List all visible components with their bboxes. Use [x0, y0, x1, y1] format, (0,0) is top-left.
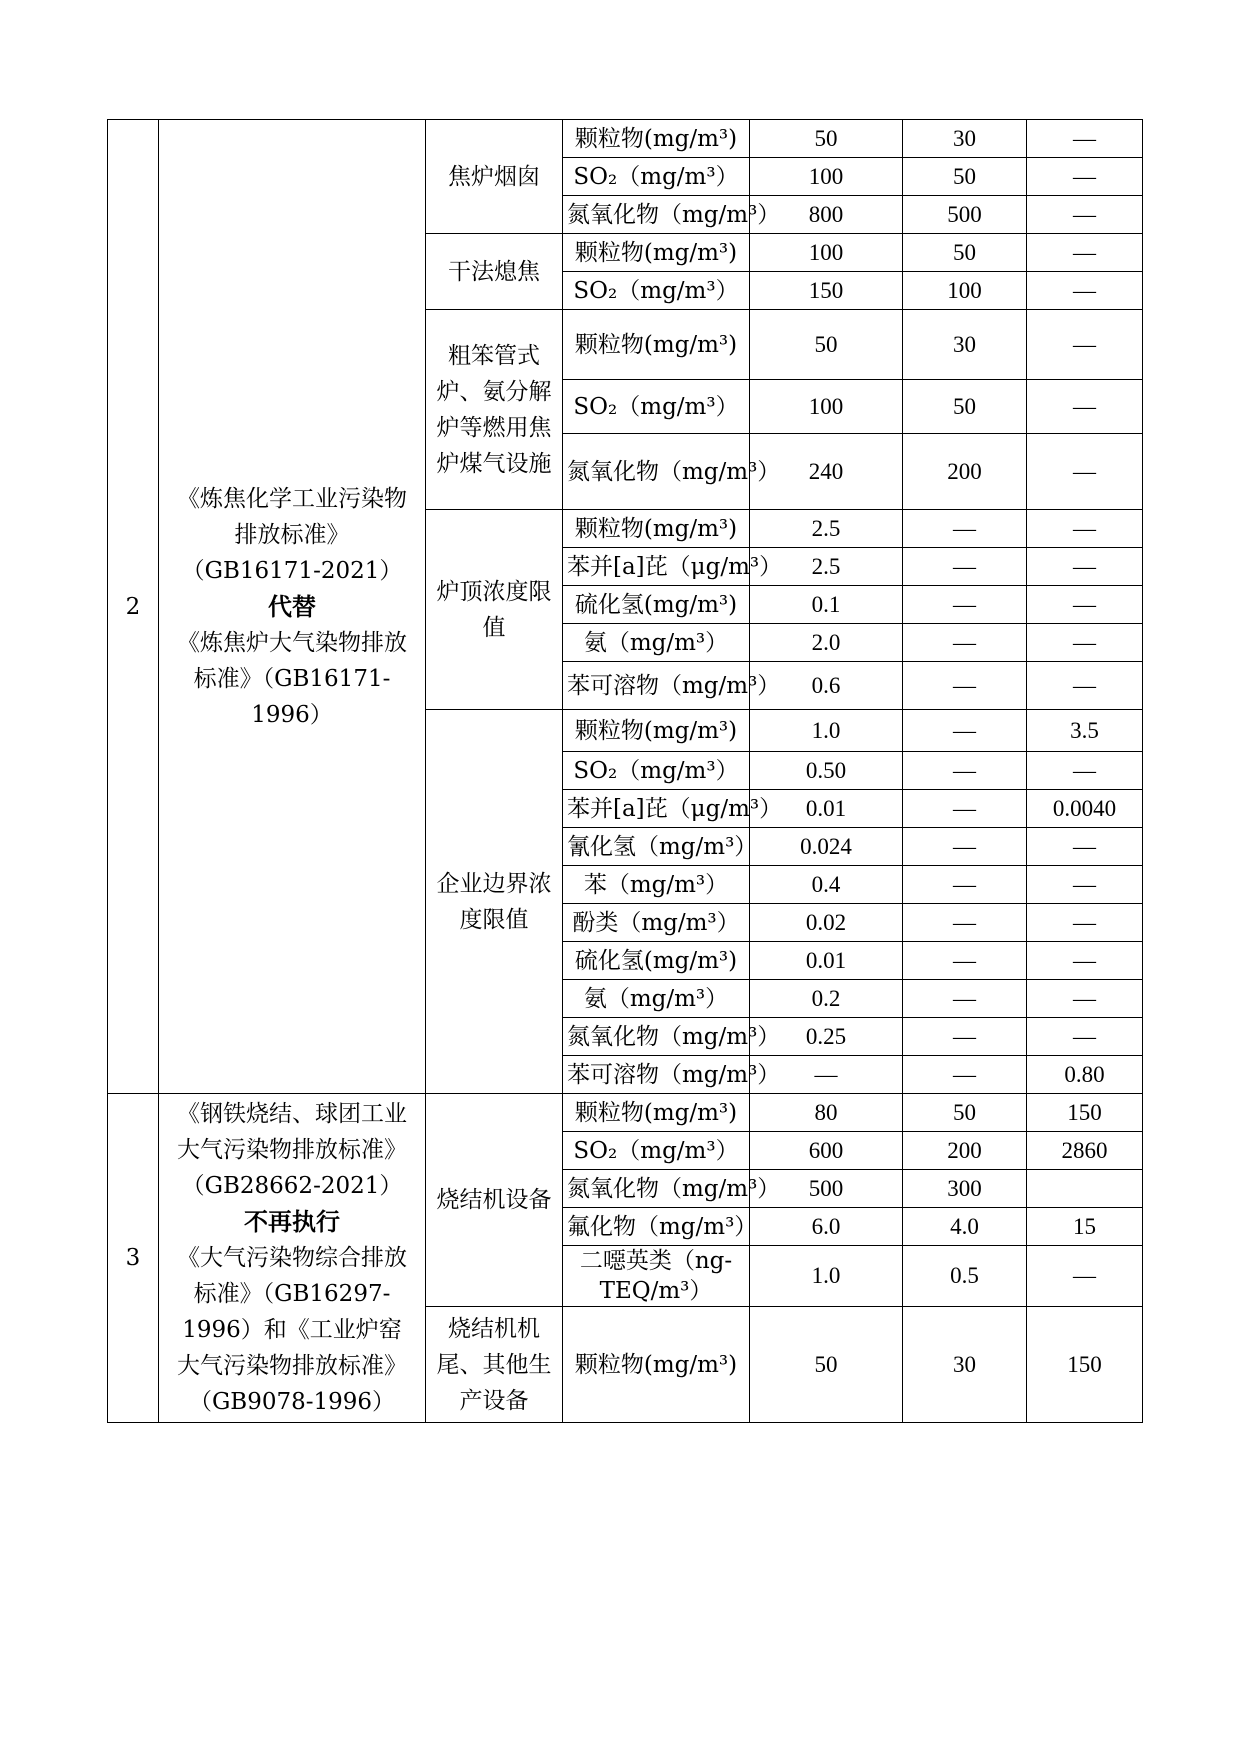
limit-value-cell	[903, 1246, 1027, 1307]
pollutant-name: 苯可溶物（mg/m³）	[567, 1061, 781, 1088]
limit-value-1: 100	[808, 239, 844, 265]
emission-position-cell	[426, 1094, 563, 1307]
limit-value-2: —	[953, 1023, 976, 1049]
limit-value-cell	[903, 790, 1027, 828]
group-number-cell	[108, 120, 159, 1094]
pollutant-cell	[563, 434, 781, 510]
limit-value-cell	[750, 1246, 903, 1307]
limit-value-1: 0.25	[805, 1023, 847, 1049]
limit-value-1: 600	[808, 1137, 844, 1163]
limit-value-2: —	[953, 672, 976, 698]
pollutant-name: 颗粒物(mg/m³)	[574, 717, 738, 744]
pollutant-name: 氮氧化物（mg/m³）	[567, 201, 781, 228]
limit-value-cell	[750, 866, 903, 904]
pollutant-cell	[563, 942, 750, 980]
limit-value-2: 4.0	[950, 1213, 979, 1239]
limit-value-1: 2.5	[811, 553, 841, 579]
emission-position: 炉顶浓度限值	[436, 578, 552, 641]
limit-value-3: —	[1073, 515, 1096, 541]
limit-value-3: —	[1073, 833, 1096, 859]
limit-value-cell	[750, 980, 903, 1018]
limit-value-2: —	[953, 629, 976, 655]
pollutant-name: 氮氧化物（mg/m³）	[567, 458, 781, 485]
limit-value-1: 0.4	[811, 871, 841, 897]
limit-value-2: 0.5	[950, 1263, 979, 1288]
emission-position-cell	[426, 120, 563, 234]
table-row	[108, 1094, 1143, 1132]
old-standard-title: 《炼焦炉大气染物排放标准》（GB16171-1996）	[177, 629, 407, 728]
limit-value-cell	[750, 1132, 903, 1170]
limit-value-1: 100	[808, 163, 844, 189]
limit-value-1: 2.0	[811, 629, 841, 655]
limit-value-cell	[750, 380, 903, 434]
pollutant-cell	[563, 1246, 750, 1307]
limit-value-cell	[1027, 1208, 1143, 1246]
limit-value-cell	[1027, 310, 1143, 380]
limit-value-cell	[903, 980, 1027, 1018]
limit-value-cell	[1027, 624, 1143, 662]
pollutant-cell	[563, 624, 750, 662]
limit-value-cell	[1027, 1170, 1143, 1208]
pollutant-cell	[563, 1208, 758, 1246]
pollutant-name: SO₂（mg/m³）	[573, 163, 739, 190]
limit-value-3: 2860	[1061, 1137, 1108, 1163]
limit-value-1: 0.02	[805, 909, 847, 935]
limit-value-cell	[903, 1170, 1027, 1208]
limit-value-cell	[903, 1132, 1027, 1170]
limit-value-cell	[903, 1208, 1027, 1246]
limit-value-cell	[903, 828, 1027, 866]
limit-value-cell	[903, 942, 1027, 980]
limit-value-2: 500	[947, 201, 982, 227]
limit-value-cell	[903, 380, 1027, 434]
limit-value-2: —	[953, 515, 976, 541]
limit-value-cell	[750, 510, 903, 548]
limit-value-3: —	[1073, 629, 1096, 655]
limit-value-1: 0.01	[805, 947, 847, 973]
limit-value-cell	[1027, 1094, 1143, 1132]
pollutant-name: 苯并[a]芘（μg/m³）	[567, 553, 783, 580]
limit-value-2: 50	[953, 393, 976, 419]
emission-position-cell	[426, 510, 563, 710]
limit-value-3: 0.0040	[1052, 795, 1117, 821]
limit-value-cell	[750, 120, 903, 158]
standard-relation: 不再执行	[244, 1208, 340, 1236]
limit-value-3: —	[1073, 909, 1096, 935]
limit-value-cell	[903, 752, 1027, 790]
pollutant-name: 苯（mg/m³）	[583, 871, 729, 898]
limit-value-2: —	[953, 795, 976, 821]
limit-value-2: —	[953, 909, 976, 935]
limit-value-cell	[1027, 942, 1143, 980]
limit-value-cell	[903, 158, 1027, 196]
emission-position-cell	[426, 1307, 563, 1423]
emission-position: 粗笨管式炉、氨分解炉等燃用焦炉煤气设施	[436, 342, 552, 477]
limit-value-cell	[750, 1094, 903, 1132]
limit-value-cell	[903, 710, 1027, 752]
limit-value-2: —	[953, 947, 976, 973]
pollutant-cell	[563, 158, 750, 196]
pollutant-cell	[563, 1018, 781, 1056]
limit-value-3: 0.80	[1064, 1061, 1105, 1087]
pollutant-name: 颗粒物(mg/m³)	[574, 1099, 738, 1126]
emission-standards-table	[107, 119, 1143, 1423]
limit-value-3: —	[1073, 393, 1096, 419]
limit-value-2: 200	[947, 458, 982, 484]
limit-value-cell	[750, 586, 903, 624]
limit-value-2: —	[953, 553, 976, 579]
limit-value-3: —	[1073, 458, 1096, 484]
limit-value-cell	[1027, 548, 1143, 586]
limit-value-3: —	[1073, 163, 1096, 189]
pollutant-cell	[563, 1094, 750, 1132]
limit-value-cell	[1027, 1246, 1143, 1307]
limit-value-cell	[750, 752, 903, 790]
pollutant-name: SO₂（mg/m³）	[573, 277, 739, 304]
pollutant-cell	[563, 586, 750, 624]
limit-value-cell	[1027, 234, 1143, 272]
pollutant-cell	[563, 980, 750, 1018]
limit-value-cell	[750, 234, 903, 272]
limit-value-cell	[1027, 752, 1143, 790]
limit-value-cell	[903, 1018, 1027, 1056]
emission-position-cell	[426, 234, 563, 310]
pollutant-name: 氨（mg/m³）	[583, 985, 729, 1012]
pollutant-name: 颗粒物(mg/m³)	[574, 1351, 738, 1378]
pollutant-cell	[563, 548, 783, 586]
limit-value-cell	[1027, 158, 1143, 196]
pollutant-cell	[563, 380, 750, 434]
new-standard-code: （GB16171-2021）	[181, 557, 403, 584]
limit-value-cell	[1027, 866, 1143, 904]
limit-value-3: —	[1073, 331, 1096, 357]
pollutant-name: 苯可溶物（mg/m³）	[567, 672, 781, 699]
limit-value-1: 240	[808, 458, 844, 484]
pollutant-cell	[563, 510, 750, 548]
limit-value-2: —	[953, 717, 976, 743]
limit-value-1: 1.0	[811, 1263, 841, 1288]
limit-value-3: 3.5	[1070, 717, 1099, 743]
pollutant-cell	[563, 1056, 781, 1094]
limit-value-3: —	[1073, 591, 1096, 617]
new-standard-title: 《炼焦化学工业污染物排放标准》	[177, 485, 407, 548]
limit-value-2: 50	[953, 239, 976, 265]
limit-value-3: —	[1073, 985, 1096, 1011]
limit-value-cell	[1027, 272, 1143, 310]
limit-value-3: —	[1073, 1263, 1096, 1288]
limit-value-cell	[1027, 510, 1143, 548]
limit-value-cell	[903, 310, 1027, 380]
limit-value-cell	[903, 548, 1027, 586]
limit-value-cell	[903, 624, 1027, 662]
limit-value-2: 300	[947, 1175, 982, 1201]
pollutant-name: 硫化氢(mg/m³)	[574, 947, 738, 974]
pollutant-cell	[563, 662, 781, 710]
limit-value-1: 50	[814, 331, 838, 357]
limit-value-3: —	[1073, 871, 1096, 897]
limit-value-2: 30	[953, 331, 976, 357]
pollutant-name: 氮氧化物（mg/m³）	[567, 1175, 781, 1202]
limit-value-cell	[1027, 662, 1143, 710]
limit-value-1: —	[814, 1061, 838, 1087]
pollutant-name: 颗粒物(mg/m³)	[574, 125, 738, 152]
limit-value-cell	[1027, 120, 1143, 158]
limit-value-cell	[903, 510, 1027, 548]
limit-value-cell	[903, 272, 1027, 310]
limit-value-3: —	[1073, 277, 1096, 303]
limit-value-2: —	[953, 591, 976, 617]
limit-value-1: 50	[814, 125, 838, 151]
limit-value-1: 2.5	[811, 515, 841, 541]
emission-position: 烧结机设备	[436, 1187, 552, 1213]
limit-value-3: 15	[1073, 1213, 1096, 1239]
pollutant-cell	[563, 120, 750, 158]
limit-value-3: —	[1073, 757, 1096, 783]
limit-value-2: 30	[953, 1351, 976, 1377]
emission-position: 干法熄焦	[448, 258, 540, 285]
limit-value-3: —	[1073, 201, 1096, 227]
limit-value-3: —	[1073, 553, 1096, 579]
limit-value-cell	[903, 1307, 1027, 1423]
limit-value-cell	[1027, 1056, 1143, 1094]
limit-value-cell	[1027, 196, 1143, 234]
group-number-cell	[108, 1094, 159, 1423]
pollutant-cell	[563, 790, 783, 828]
limit-value-cell	[750, 1208, 903, 1246]
pollutant-name: 颗粒物(mg/m³)	[574, 331, 738, 358]
limit-value-1: 100	[808, 393, 844, 419]
pollutant-cell	[563, 866, 750, 904]
limit-value-1: 50	[814, 1351, 838, 1377]
pollutant-name: 氟化物（mg/m³）	[567, 1213, 758, 1240]
pollutant-name: 氰化氢（mg/m³）	[567, 833, 758, 860]
pollutant-name: 颗粒物(mg/m³)	[574, 515, 738, 542]
limit-value-cell	[903, 434, 1027, 510]
pollutant-name: 氮氧化物（mg/m³）	[567, 1023, 781, 1050]
limit-value-cell	[1027, 1132, 1143, 1170]
limit-value-1: 80	[814, 1099, 838, 1125]
emission-position-cell	[426, 310, 563, 510]
emission-position: 焦炉烟囱	[448, 163, 540, 190]
limit-value-cell	[1027, 710, 1143, 752]
limit-value-cell	[1027, 790, 1143, 828]
limit-value-1: 0.024	[800, 833, 852, 859]
limit-value-cell	[750, 310, 903, 380]
limit-value-cell	[750, 1307, 903, 1423]
limit-value-cell	[750, 624, 903, 662]
limit-value-1: 0.1	[811, 591, 841, 617]
pollutant-cell	[563, 828, 758, 866]
limit-value-3: —	[1073, 1023, 1096, 1049]
limit-value-cell	[903, 1094, 1027, 1132]
limit-value-1: 500	[808, 1175, 844, 1201]
group-number: 3	[125, 1245, 141, 1271]
limit-value-2: 200	[947, 1137, 982, 1163]
limit-value-cell	[1027, 434, 1143, 510]
limit-value-3: —	[1073, 125, 1096, 151]
limit-value-2: 50	[953, 1099, 976, 1125]
pollutant-name: 氨（mg/m³）	[583, 629, 729, 656]
limit-value-1: 1.0	[811, 717, 841, 743]
limit-value-2: —	[953, 757, 976, 783]
limit-value-cell	[1027, 904, 1143, 942]
limit-value-3: —	[1073, 672, 1096, 698]
limit-value-cell	[903, 234, 1027, 272]
limit-value-cell	[903, 586, 1027, 624]
limit-value-cell	[903, 196, 1027, 234]
pollutant-cell	[563, 234, 750, 272]
limit-value-cell	[750, 942, 903, 980]
limit-value-cell	[903, 1056, 1027, 1094]
limit-value-cell	[750, 904, 903, 942]
limit-value-cell	[1027, 1307, 1143, 1423]
limit-value-2: —	[953, 871, 976, 897]
limit-value-cell	[903, 866, 1027, 904]
pollutant-cell	[563, 310, 750, 380]
limit-value-1: 0.01	[805, 795, 847, 821]
limit-value-2: 100	[947, 277, 982, 303]
pollutant-name: 酚类（mg/m³）	[572, 909, 740, 936]
pollutant-cell	[563, 272, 750, 310]
limit-value-cell	[1027, 1018, 1143, 1056]
emission-position: 企业边界浓度限值	[436, 870, 552, 933]
limit-value-3: —	[1073, 239, 1096, 265]
pollutant-name: SO₂（mg/m³）	[573, 393, 739, 420]
limit-value-cell	[1027, 828, 1143, 866]
pollutant-name: SO₂（mg/m³）	[573, 757, 739, 784]
limit-value-1: 150	[808, 277, 844, 303]
limit-value-cell	[750, 158, 903, 196]
pollutant-name: 二噁英类（ng-TEQ/m³）	[579, 1248, 733, 1304]
pollutant-name: 硫化氢(mg/m³)	[574, 591, 738, 618]
pollutant-name: 苯并[a]芘（μg/m³）	[567, 795, 783, 822]
pollutant-cell	[563, 1132, 750, 1170]
group-number: 2	[125, 593, 141, 620]
limit-value-cell	[750, 272, 903, 310]
table-row	[108, 120, 1143, 158]
pollutant-cell	[563, 1307, 750, 1423]
pollutant-cell	[563, 1170, 781, 1208]
limit-value-cell	[903, 120, 1027, 158]
emission-position: 烧结机机尾、其他生产设备	[436, 1315, 552, 1414]
limit-value-2: —	[953, 1061, 976, 1087]
standard-relation: 代替	[268, 592, 316, 621]
limit-value-cell	[903, 662, 1027, 710]
pollutant-name: 颗粒物(mg/m³)	[574, 239, 738, 266]
limit-value-2: 50	[953, 163, 976, 189]
limit-value-1: 0.50	[805, 757, 847, 783]
old-standard-title: 《大气污染物综合排放标准》（GB16297-1996）和《工业炉窑大气污染物排放标准》（GB9078-1996）	[177, 1245, 407, 1415]
limit-value-3: 150	[1067, 1099, 1102, 1125]
emission-position-cell	[426, 710, 563, 1094]
limit-value-3: —	[1073, 947, 1096, 973]
limit-value-1: 0.2	[811, 985, 841, 1011]
limit-value-3: 150	[1067, 1351, 1102, 1377]
limit-value-cell	[750, 828, 903, 866]
new-standard-code: （GB28662-2021）	[181, 1173, 403, 1199]
limit-value-cell	[750, 710, 903, 752]
limit-value-cell	[903, 904, 1027, 942]
limit-value-cell	[1027, 586, 1143, 624]
pollutant-name: SO₂（mg/m³）	[573, 1137, 739, 1164]
limit-value-1: 6.0	[811, 1213, 841, 1239]
limit-value-2: 30	[953, 125, 976, 151]
pollutant-cell	[563, 904, 750, 942]
new-standard-title: 《钢铁烧结、球团工业大气污染物排放标准》	[177, 1101, 407, 1163]
limit-value-1: 0.6	[811, 672, 841, 698]
pollutant-cell	[563, 196, 781, 234]
pollutant-cell	[563, 710, 750, 752]
standard-cell	[159, 120, 426, 1094]
limit-value-cell	[1027, 980, 1143, 1018]
standard-cell	[159, 1094, 426, 1423]
limit-value-2: —	[953, 985, 976, 1011]
limit-value-2: —	[953, 833, 976, 859]
pollutant-cell	[563, 752, 750, 790]
limit-value-cell	[1027, 380, 1143, 434]
limit-value-1: 800	[808, 201, 844, 227]
